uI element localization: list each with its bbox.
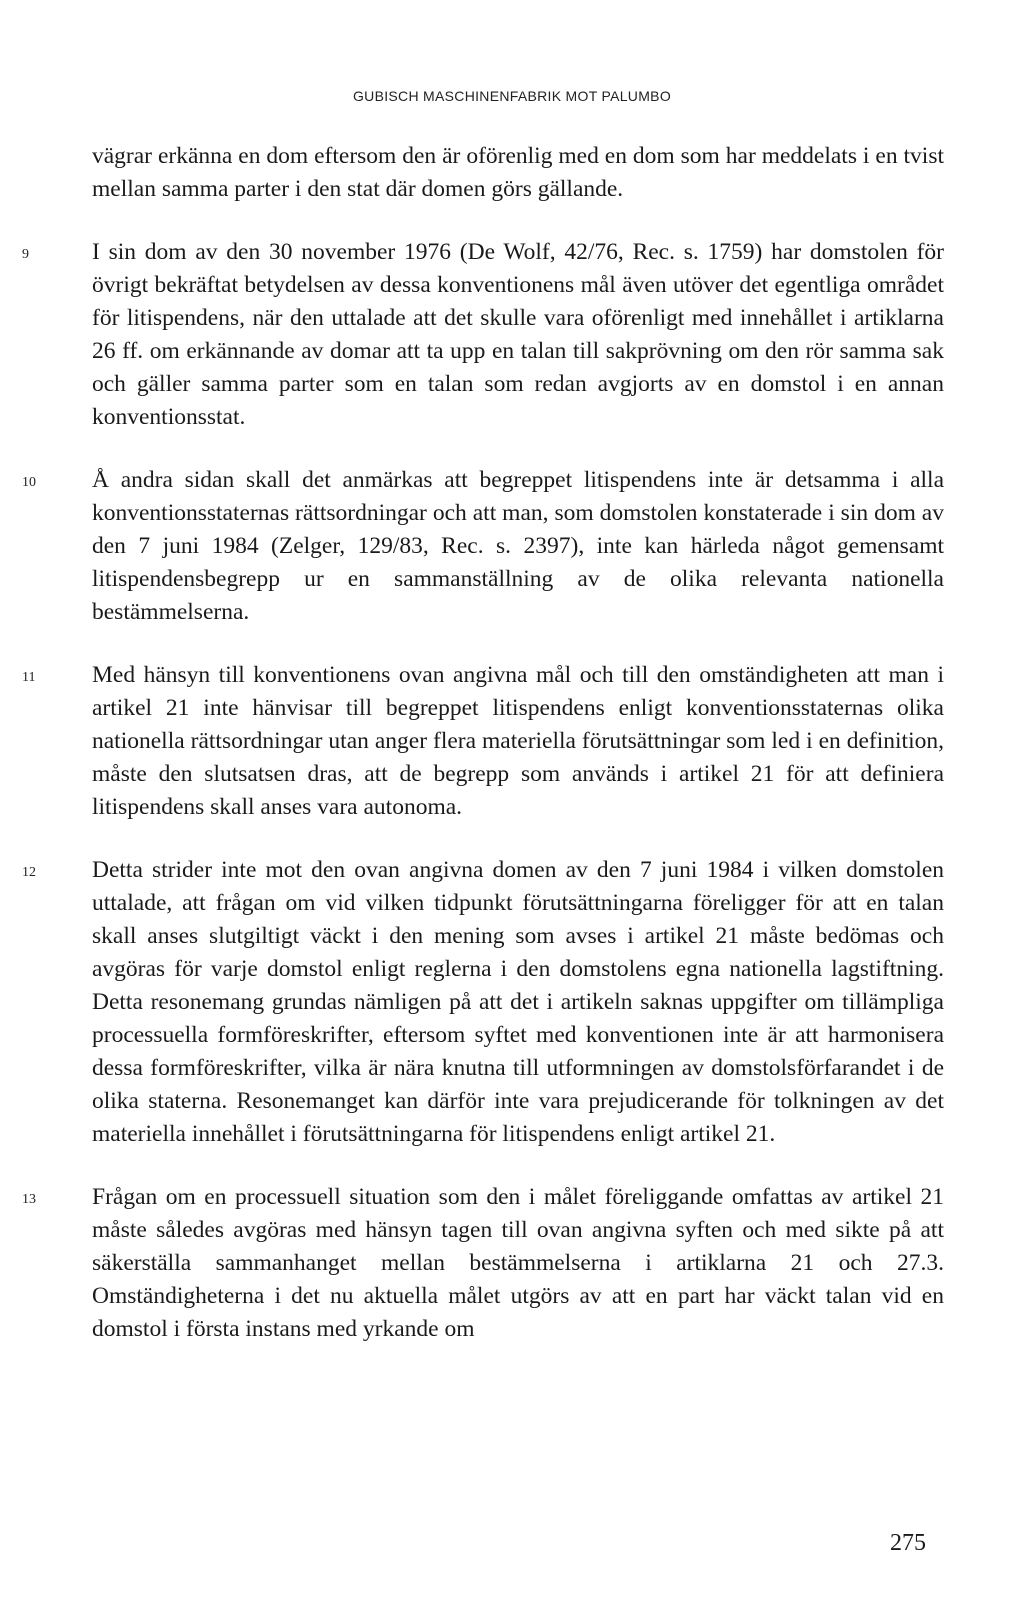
paragraph-number: 12: [22, 865, 36, 880]
paragraph-number: 9: [22, 247, 29, 262]
running-header: GUBISCH MASCHINENFABRIK MOT PALUMBO: [352, 88, 672, 104]
paragraph-text: Detta strider inte mot den ovan angivna domen av den 7 juni 1984 i vilken domstolen uttalade, att frågan om vid vilken tidpunkt förutsättningarna föreligger för att en talan skall anses slutgiltigt väckt i den mening som avses i artikel 21 måste bedömas och avgöras för varje domstol enligt reglerna i den domstolens egna nationella lagstiftning. Detta resonemang grundas nämligen på att det i artikeln saknas uppgifter om tillämpliga processuella formföreskrifter, eftersom syftet med konventionen inte är att harmonisera dessa formföreskrifter, vilka är nära knutna till utformningen av domstolsförfarandet i de olika staterna. Resonemanget kan därför inte vara prejudicerande för tolkningen av det materiella innehållet i förutsättningarna för litispendens enligt artikel 21.: [92, 857, 944, 1147]
paragraph-text: I sin dom av den 30 november 1976 (De Wolf, 42/76, Rec. s. 1759) har domstolen för övrigt bekräftat betydelsen av dessa konventionens mål även utöver det egentliga området för litispendens, när den uttalade att det skulle vara oförenligt med innehållet i artiklarna 26 ff. om erkännande av domar att ta upp en talan till sakprövning om den rör samma sak och gäller samma parter som en talan som redan avgjorts av en domstol i en annan konventionsstat.: [92, 239, 944, 430]
continuation-paragraph: vägrar erkänna en dom eftersom den är oförenlig med en dom som har meddelats i en tvist mellan samma parter i den stat där domen görs gällande.: [92, 143, 944, 202]
body-text: [22, 140, 944, 1376]
paragraph-text: Å andra sidan skall det anmärkas att begreppet litispendens inte är detsamma i alla konventionsstaternas rättsordningar och att man, som domstolen konstaterade i sin dom av den 7 juni 1984 (Zelger, 129/83, Rec. s. 2397), inte kan härleda något gemensamt litispendensbegrepp ur en sammanställning av de olika relevanta nationella bestämmelserna.: [92, 467, 944, 625]
paragraph-number: 11: [22, 670, 36, 685]
paragraph-text: Med hänsyn till konventionens ovan angivna mål och till den omständigheten att man i artikel 21 inte hänvisar till begreppet litispendens enligt konventionsstaternas olika nationella rättsordningar utan anger flera materiella förutsättningar som led i en definition, måste den slutsatsen dras, att de begrepp som används i artikel 21 för att definiera litispendens skall anses vara autonoma.: [92, 662, 944, 820]
paragraph-12: [22, 854, 944, 1151]
paragraph-text: Frågan om en processuell situation som den i målet föreliggande omfattas av artikel 21 måste således avgöras med hänsyn tagen till ovan angivna syften och med sikte på att säkerställa sammanhanget mellan bestämmelserna i artiklarna 21 och 27.3. Omständigheterna i det nu aktuella målet utgörs av att en part har väckt talan vid en domstol i första instans med yrkande om: [92, 1184, 944, 1342]
paragraph-11: [22, 659, 944, 824]
paragraph-number: 10: [22, 475, 36, 490]
paragraph-9: [22, 236, 944, 434]
page-number: 275: [890, 1530, 926, 1556]
paragraph-number: 13: [22, 1192, 36, 1207]
paragraph-10: [22, 464, 944, 629]
paragraph-13: [22, 1181, 944, 1346]
